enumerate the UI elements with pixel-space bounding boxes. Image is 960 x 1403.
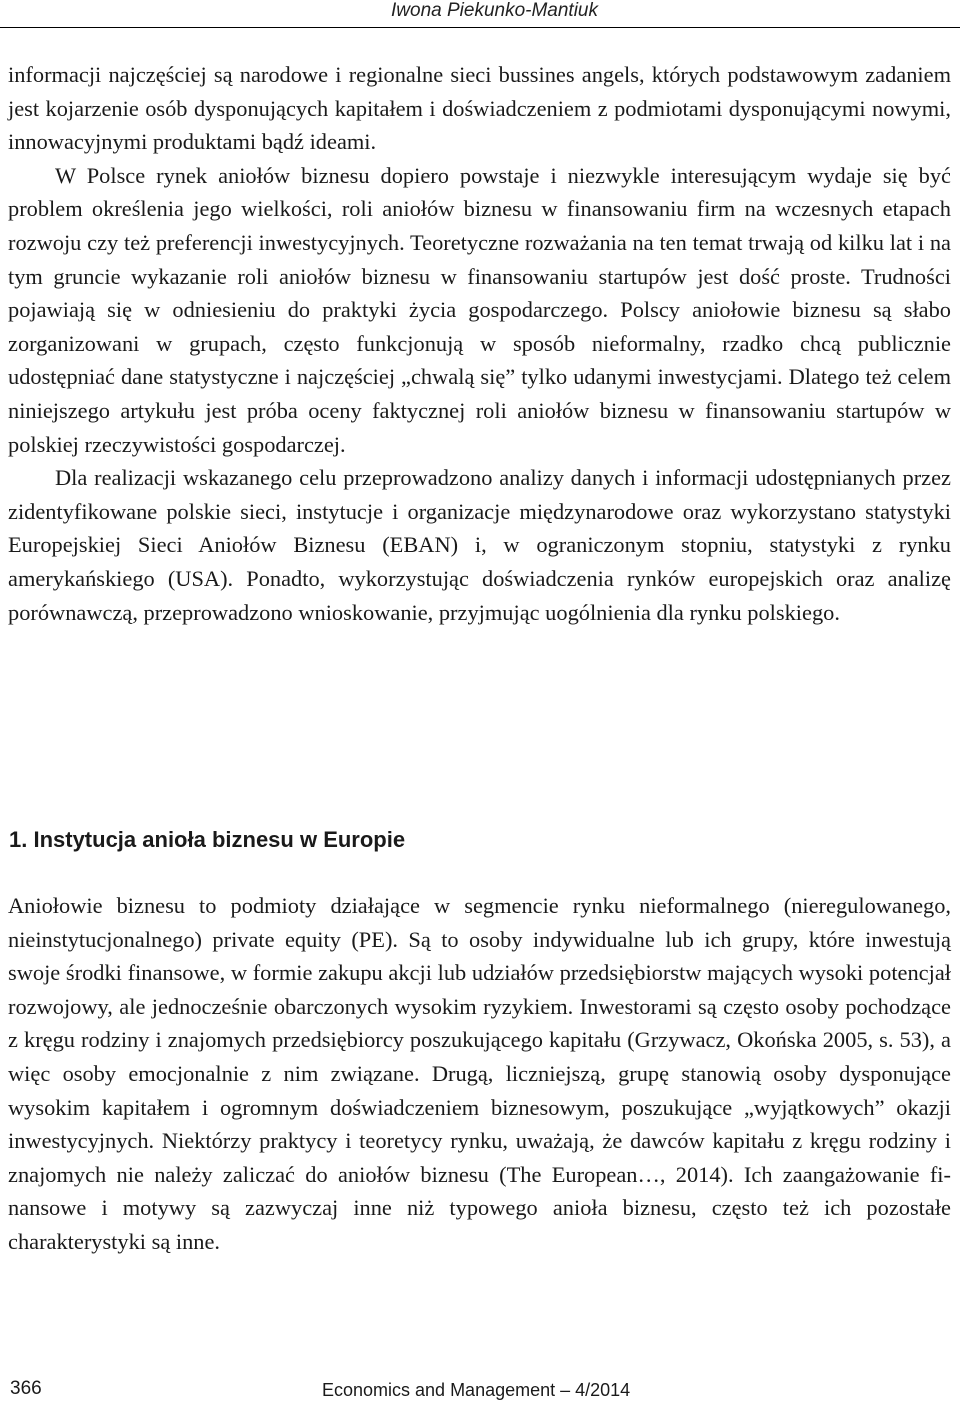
running-header-author: Iwona Piekunko-Mantiuk	[391, 0, 598, 21]
paragraph-methodology: Dla realizacji wskazanego celu przeprowadzono analizy danych i informacji udostępnianych przez zidentyfikowane polskie sieci, instytucje i organizacje międzynarodowe oraz wykorzystano statystyki Europejskiej Sieci Aniołów Biznesu (EBAN) i, w ograniczonym stopniu, statystyki z rynku amerykańskiego (USA). Ponadto, wykorzystując doświadczenia rynków europejskich oraz analizę porównawczą, przeprowadzono wnioskowanie, przyjmując uogólnienia dla rynku polskiego.	[8, 465, 951, 625]
section-text-block	[8, 889, 951, 1259]
paragraph-continuation: informacji najczęściej są narodowe i regionalne sieci bussines angels, których podstawowym zadaniem jest kojarzenie osób dysponujących kapitałem i doświadczeniem z podmiotami dysponującymi nowymi, innowacyjnymi produktami bądź ideami.	[8, 62, 951, 155]
header-rule	[0, 27, 960, 28]
intro-text-block	[8, 58, 951, 629]
paragraph-research-problem: W Polsce rynek aniołów biznesu dopiero powstaje i niezwykle interesującym wydaje się być problem określenia jego wielkości, roli aniołów biznesu w finansowaniu firm na wczesnych etapach rozwoju czy też preferencji inwestycyjnych. Teoretyczne rozważania na ten temat trwają od kilku lat i na tym gruncie wykazanie roli aniołów biznesu w finansowaniu startupów jest dość proste. Trudności pojawiają się w odniesieniu do praktyki życia gospodarczego. Polscy aniołowie biznesu są słabo zorganizowani w grupach, często funkcjonują w sposób nieformalny, rzadko chcą publicznie udostępniać dane statystyczne i najczęściej „chwalą się” tylko udanymi inwestycjami. Dlatego też celem niniejszego artykułu jest próba oceny faktycznej roli aniołów biznesu w finansowaniu startupów w polskiej rzeczywistości gospodarczej.	[8, 162, 951, 457]
section-heading: 1. Instytucja anioła biznesu w Europie	[9, 827, 406, 852]
page-number: 366	[10, 1378, 42, 1399]
paragraph-section-body: Aniołowie biznesu to podmioty działające w segmencie rynku nieformalnego (nieregulowanego, nieinstytucjonalnego) private equity (PE). Są to osoby indywidualne lub ich grupy, które inwestują swoje środki finansowe, w formie zakupu akcji lub udziałów przedsiębiorstw mających wysoki potencjał rozwojowy, ale jednocześnie obarczonych wysokim ryzykiem. Inwestorami są często osoby pochodzące z kręgu rodziny i znajomych przedsiębiorcy poszukującego kapitału (Grzywacz, Okońska 2005, s. 53), a więc osoby emocjonalnie z nim związane. Drugą, liczniejszą, grupę stanowią osoby dysponujące wysokim kapitałem i ogromnym doświadczeniem biznesowym, poszukujące „wyjątkowych” okazji inwestycyjnych. Niektórzy praktycy i teoretycy rynku, uważają, że dawców kapitału z kręgu rodziny i znajomych nie należy zaliczać do aniołów biznesu (The European…, 2014). Ich zaangażowanie finansowe i motywy są zazwyczaj inne niż typowego anioła biznesu, często też ich pozostałe charakterystyki są inne.	[8, 893, 951, 1254]
journal-footer: Economics and Management – 4/2014	[322, 1380, 631, 1400]
